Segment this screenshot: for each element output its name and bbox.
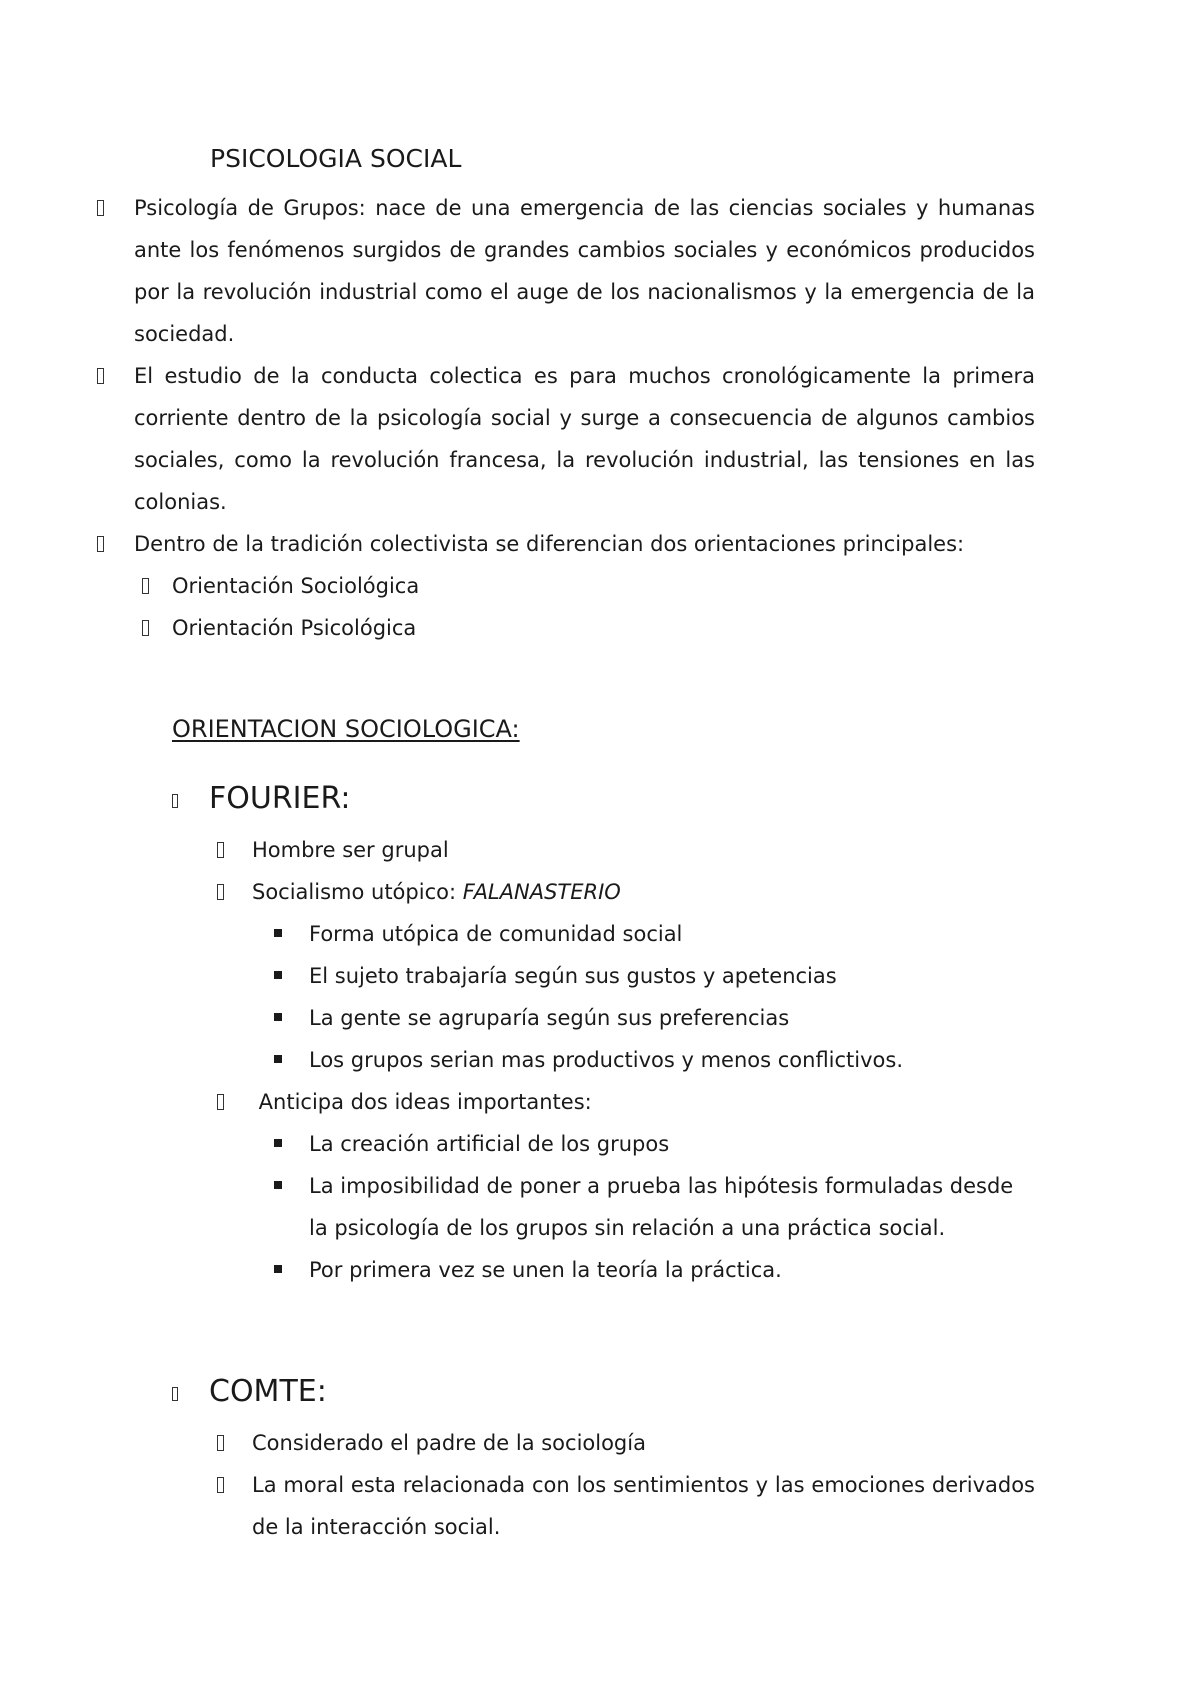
box-bullet-icon (97, 368, 104, 384)
square-bullet-icon (274, 929, 282, 937)
author-name: COMTE: (209, 1374, 327, 1409)
list-item-prefix: Socialismo utópico: (252, 880, 463, 904)
list-item-text: El sujeto trabajaría según sus gustos y apetencias (309, 964, 837, 988)
list-item-text: Psicología de Grupos: nace de una emergencia de las ciencias sociales y humanas ante los fenómenos surgidos de grandes cambios sociales y económicos producidos por la revolución industrial como el auge de los nacionalismos y la emergencia de la sociedad. (134, 196, 1035, 346)
list-item-text: Hombre ser grupal (252, 838, 449, 862)
square-bullet-icon (274, 971, 282, 979)
author-heading (172, 1367, 972, 1417)
list-item-text: Anticipa dos ideas importantes: (252, 1090, 592, 1114)
box-bullet-icon (142, 578, 149, 594)
list-item-text: El estudio de la conducta colectica es para muchos cronológicamente la primera corriente dentro de la psicología social y surge a consecuencia de algunos cambios sociales, como la revolución francesa, la revolución industrial, las tensiones en las colonias. (134, 364, 1035, 514)
author-name: FOURIER: (209, 781, 351, 816)
list-item (274, 1039, 1035, 1081)
list-item-text: Los grupos serian mas productivos y menos conflictivos. (309, 1048, 904, 1072)
box-bullet-icon (97, 200, 104, 216)
list-item-text: Orientación Psicológica (172, 616, 417, 640)
page-title: PSICOLOGIA SOCIAL (210, 144, 462, 173)
list-item-text: La creación artificial de los grupos (309, 1132, 670, 1156)
list-item (142, 607, 1035, 649)
list-item (274, 913, 1035, 955)
section-heading: ORIENTACION SOCIOLOGICA: (172, 715, 520, 743)
list-item (217, 829, 1035, 871)
list-item (274, 1249, 1035, 1291)
list-item (217, 1422, 1035, 1464)
list-item-text: La moral esta relacionada con los sentimientos y las emociones derivados de la interacción social. (252, 1473, 1035, 1539)
list-item (217, 1464, 1035, 1548)
author-heading (172, 774, 972, 824)
list-item-text: Forma utópica de comunidad social (309, 922, 683, 946)
list-item-text: Considerado el padre de la sociología (252, 1431, 646, 1455)
list-item (274, 955, 1035, 997)
box-bullet-icon (172, 1387, 178, 1401)
square-bullet-icon (274, 1013, 282, 1021)
box-bullet-icon (217, 842, 224, 858)
list-item (217, 871, 1035, 913)
list-item-text (252, 871, 1035, 913)
box-bullet-icon (172, 794, 178, 808)
list-item (274, 1123, 1035, 1165)
list-item-text: Dentro de la tradición colectivista se diferencian dos orientaciones principales: (134, 532, 965, 556)
italic-term: FALANASTERIO (462, 880, 621, 904)
list-item-text: Orientación Sociológica (172, 574, 420, 598)
list-item-text: La imposibilidad de poner a prueba las hipótesis formuladas desde la psicología de los grupos sin relación a una práctica social. (309, 1174, 1014, 1240)
list-item (97, 523, 1035, 565)
square-bullet-icon (274, 1265, 282, 1273)
box-bullet-icon (217, 884, 224, 900)
list-item (217, 1081, 1035, 1123)
list-item (274, 1165, 1035, 1249)
square-bullet-icon (274, 1055, 282, 1063)
square-bullet-icon (274, 1181, 282, 1189)
list-item (142, 565, 1035, 607)
box-bullet-icon (97, 536, 104, 552)
list-item (97, 355, 1035, 523)
box-bullet-icon (217, 1477, 224, 1493)
list-item (274, 997, 1035, 1039)
square-bullet-icon (274, 1139, 282, 1147)
box-bullet-icon (217, 1435, 224, 1451)
list-item (97, 187, 1035, 355)
box-bullet-icon (142, 620, 149, 636)
list-item-text: Por primera vez se unen la teoría la práctica. (309, 1258, 782, 1282)
list-item-text: La gente se agruparía según sus preferencias (309, 1006, 790, 1030)
box-bullet-icon (217, 1094, 224, 1110)
